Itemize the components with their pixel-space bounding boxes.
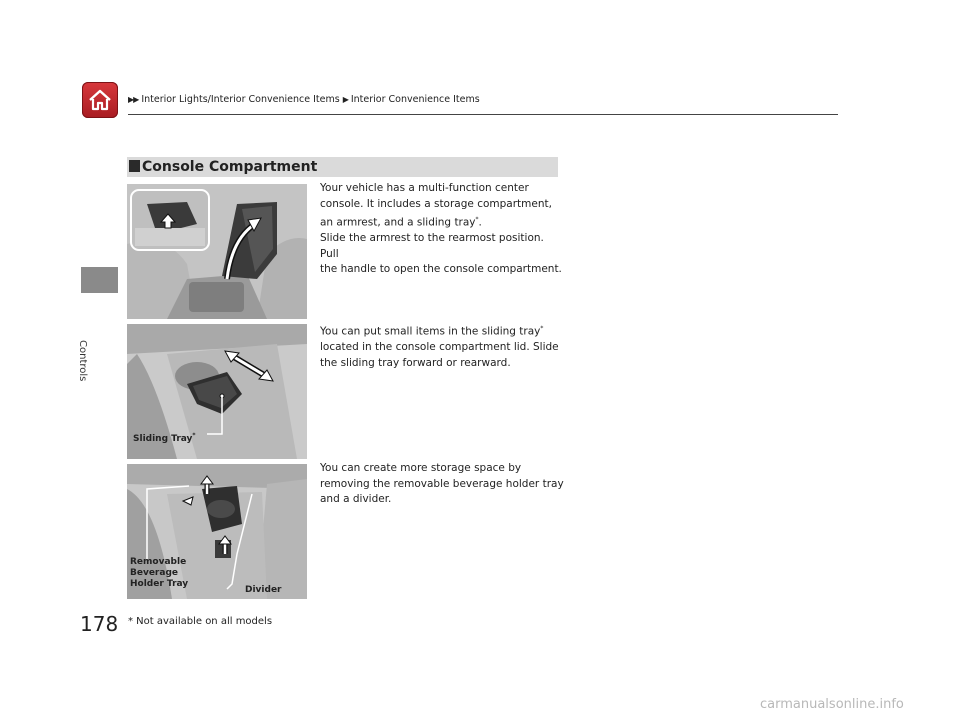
breadcrumb-separator-icon: ▶	[342, 95, 348, 104]
paragraph-text: You can put small items in the sliding tray	[320, 325, 541, 338]
page-number: 178	[80, 612, 119, 636]
breadcrumb-arrow-icon: ▶▶	[128, 95, 139, 104]
section-title: Console Compartment	[142, 159, 318, 175]
console-open-illustration	[127, 184, 307, 319]
callout-divider: Divider	[245, 585, 282, 595]
header-divider	[128, 114, 838, 115]
side-index-tab[interactable]	[81, 267, 118, 293]
paragraph-line: removing the removable beverage holder tray	[320, 477, 564, 490]
callout-sliding-tray	[133, 430, 196, 445]
sliding-tray-illustration	[127, 324, 307, 459]
footnote-marker: *	[475, 216, 479, 223]
footnote: * Not available on all models	[128, 616, 273, 627]
side-section-label-text: Controls	[77, 340, 88, 382]
breadcrumb-link-interior-lights[interactable]: Interior Lights/Interior Convenience Items	[141, 94, 340, 105]
breadcrumb-current: Interior Convenience Items	[350, 94, 480, 105]
paragraph-line	[320, 321, 565, 340]
paragraph-line: located in the console compartment lid. Slide	[320, 341, 559, 353]
paragraph-intro	[320, 181, 565, 278]
footnote-marker: *	[540, 325, 544, 332]
callout-text: Removable	[130, 557, 187, 567]
beverage-holder-illustration	[127, 464, 307, 599]
home-button[interactable]	[82, 82, 118, 118]
callout-removable-tray	[130, 557, 188, 590]
paragraph-line: the sliding tray forward or rearward.	[320, 356, 511, 369]
paragraph-line	[320, 212, 565, 231]
section-heading-bar	[127, 157, 558, 177]
paragraph-line: Slide the armrest to the rearmost position. Pull	[320, 232, 544, 260]
callout-text: Sliding Tray	[133, 434, 193, 444]
side-section-label	[77, 300, 118, 382]
paragraph-line: the handle to open the console compartment.	[320, 263, 562, 275]
footnote-marker: *	[192, 432, 196, 439]
callout-text: Holder Tray	[130, 579, 189, 589]
home-icon	[87, 87, 113, 113]
paragraph-line: Your vehicle has a multi-function center	[320, 182, 529, 194]
paragraph-line: You can create more storage space by	[320, 462, 522, 474]
section-square-icon	[129, 160, 140, 172]
breadcrumb	[128, 94, 480, 105]
paragraph-sliding-tray	[320, 321, 565, 371]
paragraph-text: .	[478, 216, 482, 229]
paragraph-storage-space	[320, 461, 565, 508]
callout-text: Beverage	[130, 568, 178, 578]
paragraph-line: console. It includes a storage compartment,	[320, 197, 552, 210]
paragraph-text: an armrest, and a sliding tray	[320, 216, 476, 229]
paragraph-line: and a divider.	[320, 493, 392, 505]
watermark: carmanualsonline.info	[760, 697, 904, 712]
